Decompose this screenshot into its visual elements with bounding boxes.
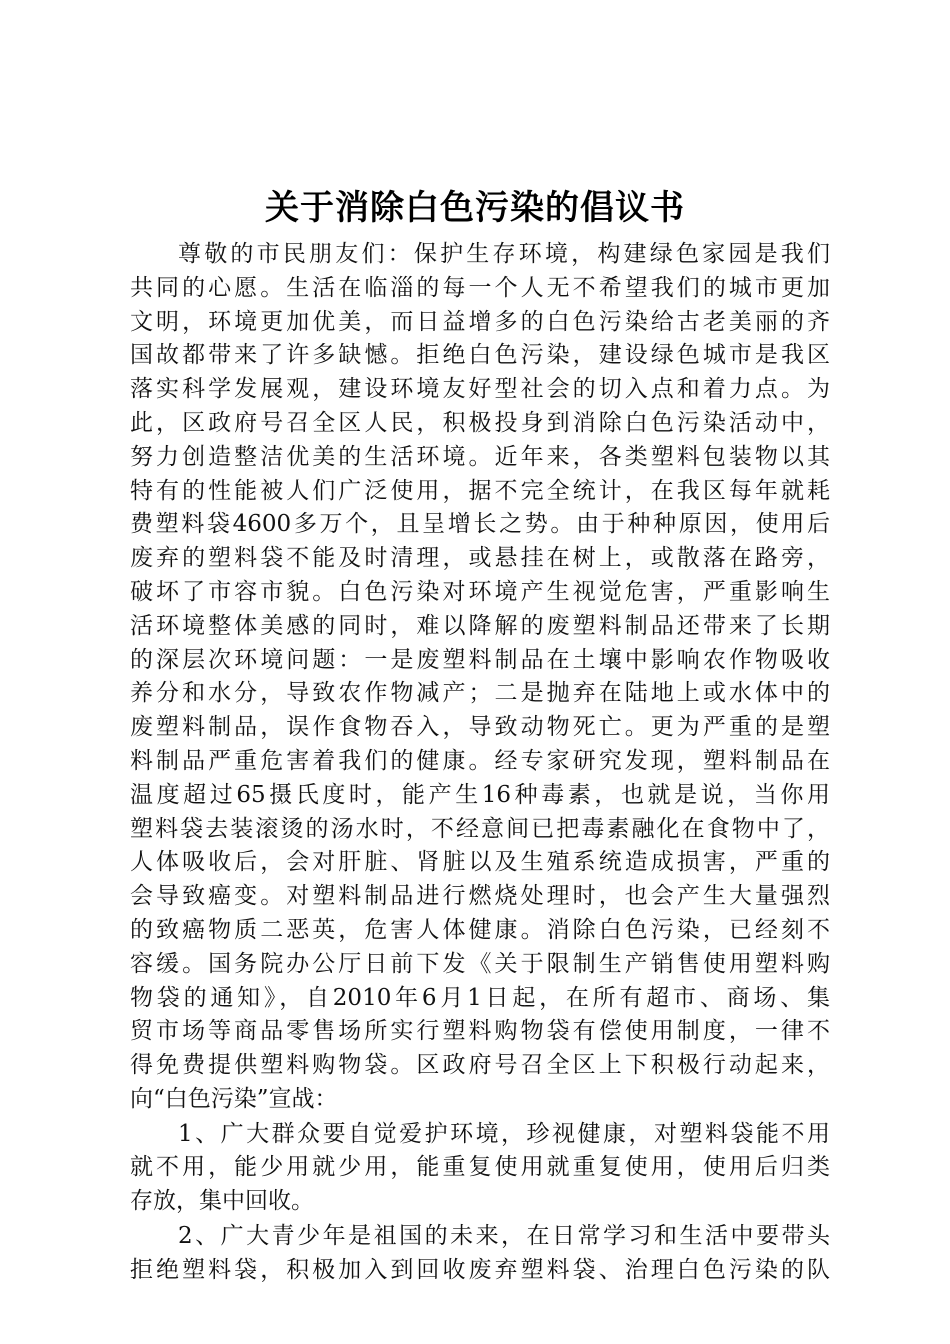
text-line: 尊敬的市民朋友们：保护生存环境，构建绿色家园是我们 (178, 241, 830, 267)
text-line: 养分和水分，导致农作物减产；二是抛弃在陆地上或水体中的 (130, 680, 830, 707)
text-line: 此，区政府号召全区人民，积极投身到消除白色污染活动中， (130, 409, 830, 436)
text-line: 温度超过65摄氏度时，能产生16种毒素，也就是说，当你用 (130, 781, 830, 808)
text-line: 贸市场等商品零售场所实行塑料购物袋有偿使用制度，一律不 (130, 1018, 830, 1045)
text-line: 破坏了市容市貌。白色污染对环境产生视觉危害，严重影响生 (130, 578, 830, 605)
text-line: 共同的心愿。生活在临淄的每一个人无不希望我们的城市更加 (130, 274, 830, 301)
text-line: 费塑料袋4600多万个，且呈增长之势。由于种种原因，使用后 (130, 511, 830, 538)
text-line: 2、广大青少年是祖国的未来，在日常学习和生活中要带头 (178, 1222, 830, 1249)
document-body (130, 238, 830, 1287)
text-line: 活环境整体美感的同时，难以降解的废塑料制品还带来了长期 (130, 612, 830, 639)
text-line: 物袋的通知》，自2010年6月1日起，在所有超市、商场、集 (130, 984, 830, 1011)
text-line: 的致癌物质二恶英，危害人体健康。消除白色污染，已经刻不 (130, 916, 830, 943)
text-line: 拒绝塑料袋，积极加入到回收废弃塑料袋、治理白色污染的队 (130, 1256, 830, 1283)
text-line: 得免费提供塑料购物袋。区政府号召全区上下积极行动起来， (130, 1052, 830, 1079)
text-line: 的深层次环境问题：一是废塑料制品在土壤中影响农作物吸收 (130, 646, 830, 673)
text-line: 就不用，能少用就少用，能重复使用就重复使用，使用后归类 (130, 1154, 830, 1181)
text-line: 特有的性能被人们广泛使用，据不完全统计，在我区每年就耗 (130, 477, 830, 504)
text-line: 国故都带来了许多缺憾。拒绝白色污染，建设绿色城市是我区 (130, 342, 830, 369)
text-line: 存放，集中回收。 (130, 1188, 314, 1215)
text-line: 塑料袋去装滚烫的汤水时，不经意间已把毒素融化在食物中了， (130, 815, 830, 842)
text-line: 废塑料制品，误作食物吞入，导致动物死亡。更为严重的是塑 (130, 714, 830, 741)
text-line: 人体吸收后，会对肝脏、肾脏以及生殖系统造成损害，严重的 (130, 849, 830, 876)
text-line: 会导致癌变。对塑料制品进行燃烧处理时，也会产生大量强烈 (130, 883, 830, 910)
document-title: 关于消除白色污染的倡议书 (265, 188, 685, 228)
text-line: 落实科学发展观，建设环境友好型社会的切入点和着力点。为 (130, 376, 830, 403)
text-line: 废弃的塑料袋不能及时清理，或悬挂在树上，或散落在路旁， (130, 545, 830, 572)
text-line: 料制品严重危害着我们的健康。经专家研究发现，塑料制品在 (130, 747, 830, 774)
text-line: 向“白色污染”宣战： (130, 1085, 338, 1112)
text-line: 努力创造整洁优美的生活环境。近年来，各类塑料包装物以其 (130, 443, 830, 470)
text-line: 容缓。国务院办公厅日前下发《关于限制生产销售使用塑料购 (130, 950, 830, 977)
text-line: 1、广大群众要自觉爱护环境，珍视健康，对塑料袋能不用 (178, 1120, 830, 1147)
text-line: 文明，环境更加优美，而日益增多的白色污染给古老美丽的齐 (130, 308, 830, 335)
